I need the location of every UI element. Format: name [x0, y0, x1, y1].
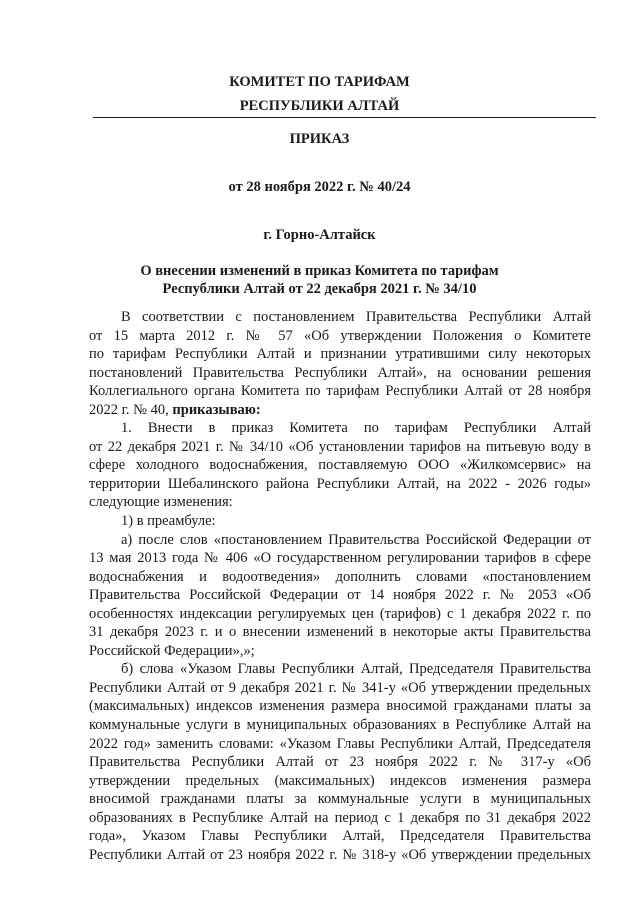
body-line: водоснабжения и водоотведения» дополнить словами «постановлением: [89, 568, 591, 585]
body-line: постановлений Правительства Республики Алтай», на основании решения: [89, 364, 591, 381]
body-line: по тарифам Республики Алтай и признании утратившими силу некоторых: [89, 346, 591, 363]
doc-title-line2: Республики Алтай от 22 декабря 2021 г. № 34/10: [162, 281, 477, 297]
doc-city: г. Горно-Алтайск: [263, 227, 376, 243]
body-line: (максимальных) индексов изменения размера вносимой гражданами платы за: [89, 698, 591, 715]
body-line: 2022 год» заменить словами: «Указом Главы Республики Алтай, Председателя: [89, 735, 591, 752]
body-line: Республики Алтай от 23 ноября 2022 г. № 318-у «Об утверждении предельных: [89, 846, 591, 863]
doc-type: ПРИКАЗ: [289, 131, 350, 147]
body-line: 1. Внести в приказ Комитета по тарифам Республики Алтай: [121, 420, 591, 437]
header-divider: [93, 117, 596, 118]
body-line: следующие изменения:: [89, 494, 233, 511]
body-line: утверждении предельных (максимальных) индексов изменения размера: [89, 772, 591, 789]
body-line: особенностях индексации регулируемых цен (тарифов) с 1 декабря 2022 г. по: [89, 605, 591, 622]
body-line: В соответствии с постановлением Правительства Республики Алтай: [121, 309, 591, 325]
document-body: [89, 308, 591, 864]
body-line: Правительства Российской Федерации от 14 ноября 2022 г. № 2053 «Об: [89, 587, 591, 604]
body-line: сфере холодного водоснабжения, поставляемую ООО «Жилкомсервис» на: [89, 457, 591, 474]
body-line-text: 2022 г. № 40,: [89, 401, 169, 418]
body-line: Республики Алтай от 9 декабря 2021 г. № 341-у «Об утверждении предельных: [89, 679, 591, 696]
body-line: б) слова «Указом Главы Республики Алтай, Председателя Правительства: [121, 661, 591, 678]
org-name-line1: КОМИТЕТ ПО ТАРИФАМ: [229, 74, 410, 90]
body-line: от 15 марта 2012 г. № 57 «Об утверждении Положения о Комитете: [89, 327, 591, 344]
body-line: 31 декабря 2023 г. и о внесении изменений в некоторые акты Правительства: [89, 624, 591, 641]
body-line: Российской Федерации»,»;: [89, 642, 255, 659]
body-line: Коллегиального органа Комитета по тарифам Республики Алтай от 28 ноября: [89, 383, 591, 400]
doc-date-number: от 28 ноября 2022 г. № 40/24: [228, 179, 411, 195]
body-line: образованиях в Республике Алтай на период с 1 декабря по 31 декабря 2022: [89, 809, 591, 826]
order-word: приказываю:: [172, 401, 261, 418]
body-line: 1) в преамбуле:: [121, 513, 216, 530]
doc-title-line1: О внесении изменений в приказ Комитета по тарифам: [140, 263, 499, 279]
body-line: вносимой гражданами платы за коммунальные услуги в муниципальных: [89, 791, 591, 808]
body-line: коммунальные услуги в муниципальных образованиях в Республике Алтай на: [89, 717, 591, 734]
body-line: [89, 401, 591, 420]
body-line: 13 мая 2013 года № 406 «О государственном регулировании тарифов в сфере: [89, 550, 591, 567]
body-line: Правительства Республики Алтай от 23 ноября 2022 г. № 317-у «Об: [89, 754, 591, 771]
body-line: территории Шебалинского района Республики Алтай, на 2022 - 2026 годы»: [89, 475, 591, 492]
body-line: года», Указом Главы Республики Алтай, Председателя Правительства: [89, 828, 591, 845]
body-line: от 22 декабря 2021 г. № 34/10 «Об установлении тарифов на питьевую воду в: [89, 438, 591, 455]
body-line: а) после слов «постановлением Правительства Российской Федерации от: [121, 531, 591, 548]
org-name-line2: РЕСПУБЛИКИ АЛТАЙ: [239, 98, 400, 114]
